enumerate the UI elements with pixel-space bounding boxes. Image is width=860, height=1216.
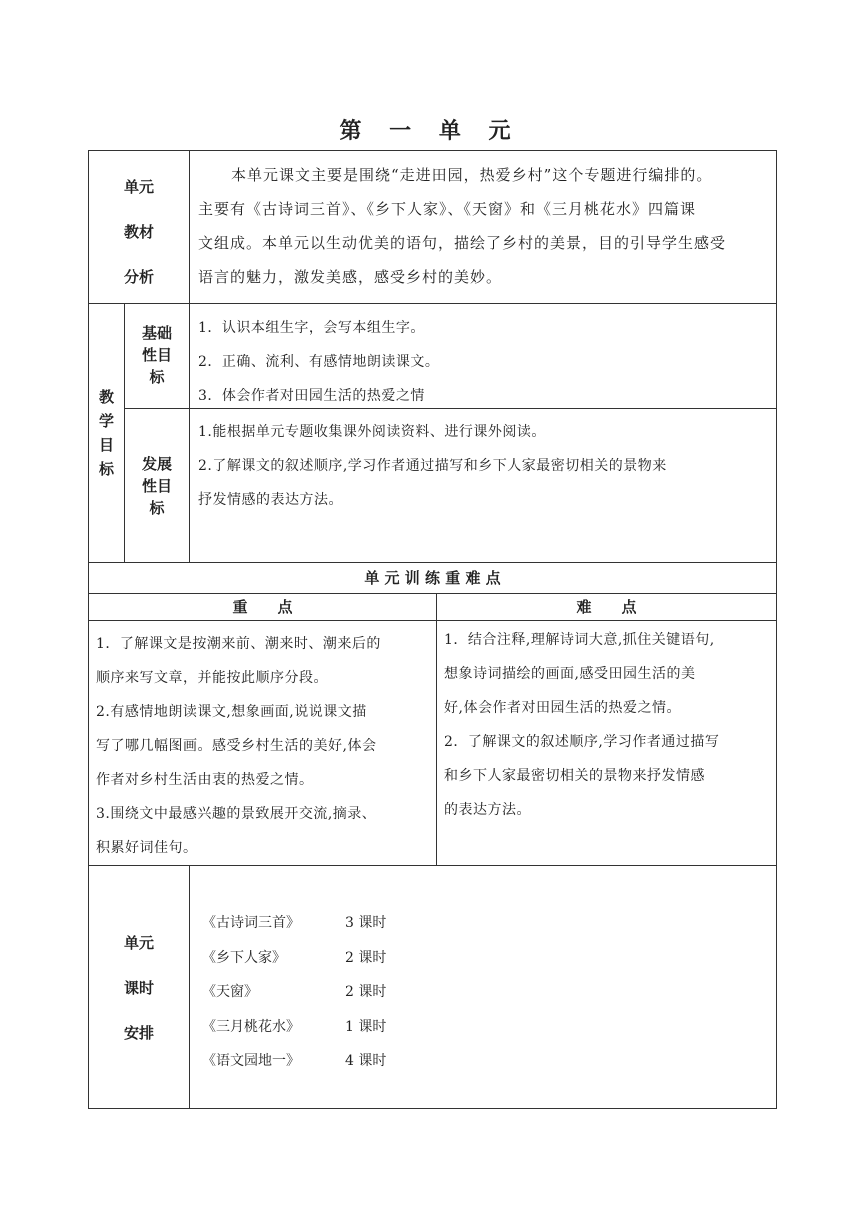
key-point-line: 写了哪几幅图画。感受乡村生活的美好,体会 bbox=[96, 738, 377, 754]
development-goals-label-line: 标 bbox=[149, 499, 165, 517]
goals-label-char: 学 bbox=[98, 412, 114, 430]
analysis-line: 主要有《古诗词三首》、《乡下人家》、《天窗》和《三月桃花水》四篇课 bbox=[198, 200, 697, 218]
lesson-row bbox=[202, 1009, 762, 1044]
lesson-name: 《语文园地一》 bbox=[202, 1053, 300, 1070]
key-points-text bbox=[96, 627, 434, 865]
page-title: 第 一 单 元 bbox=[339, 119, 521, 144]
basic-goals-label bbox=[125, 322, 189, 388]
development-goals-label bbox=[125, 453, 189, 519]
development-goals-text bbox=[198, 415, 773, 517]
difficult-point-line: 1．结合注释,理解诗词大意,抓住关键语句, bbox=[444, 632, 715, 648]
lesson-row bbox=[202, 974, 762, 1009]
development-goal-line: 2.了解课文的叙述顺序,学习作者通过描写和乡下人家最密切相关的景物来 bbox=[198, 458, 667, 474]
lesson-row bbox=[202, 940, 762, 975]
schedule-label-line: 单元 bbox=[123, 934, 154, 952]
basic-goal-item: 2．正确、流利、有感情地朗读课文。 bbox=[198, 354, 440, 370]
difficult-point-line: 和乡下人家最密切相关的景物来抒发情感 bbox=[444, 768, 705, 784]
schedule-label-line: 安排 bbox=[123, 1024, 154, 1042]
lesson-name: 《三月桃花水》 bbox=[202, 1018, 300, 1035]
analysis-label-line: 分析 bbox=[123, 268, 154, 286]
lesson-name: 《天窗》 bbox=[202, 984, 258, 1001]
key-point-line: 1．了解课文是按潮来前、潮来时、潮来后的 bbox=[96, 636, 381, 652]
lesson-hours: 2 课时 bbox=[345, 949, 387, 966]
basic-goals-label-line: 性目 bbox=[141, 346, 172, 364]
goals-label-char: 目 bbox=[98, 436, 114, 454]
lesson-row bbox=[202, 905, 762, 940]
development-goals-label-line: 性目 bbox=[141, 477, 172, 495]
analysis-label-line: 教材 bbox=[123, 223, 154, 241]
key-point-line: 2.有感情地朗读课文,想象画面,说说课文描 bbox=[96, 704, 367, 720]
goals-label-char: 教 bbox=[98, 388, 114, 406]
difficult-point-line: 好,体会作者对田园生活的热爱之情。 bbox=[444, 700, 681, 716]
schedule-label bbox=[89, 921, 189, 1056]
key-point-line: 顺序来写文章，并能按此顺序分段。 bbox=[96, 670, 328, 686]
lesson-hours: 3 课时 bbox=[345, 915, 387, 932]
difficult-point-line: 2．了解课文的叙述顺序,学习作者通过描写 bbox=[444, 734, 720, 750]
analysis-line: 本单元课文主要是围绕“走进田园，热爱乡村”这个专题进行编排的。 bbox=[231, 166, 713, 184]
lesson-hours: 2 课时 bbox=[345, 984, 387, 1001]
development-goal-line: 抒发情感的表达方法。 bbox=[198, 492, 343, 508]
training-header: 单 元 训 练 重 难 点 bbox=[364, 569, 501, 587]
difficult-points-text bbox=[444, 623, 774, 827]
basic-goals-list bbox=[198, 311, 773, 413]
schedule-list bbox=[202, 905, 762, 1078]
basic-goals-label-line: 基础 bbox=[141, 324, 172, 342]
schedule-label-line: 课时 bbox=[123, 979, 154, 997]
key-point-line: 积累好词佳句。 bbox=[96, 840, 198, 856]
development-goals-label-line: 发展 bbox=[141, 455, 172, 473]
difficult-points-header: 难 点 bbox=[576, 598, 637, 616]
analysis-line: 文组成。本单元以生动优美的语句，描绘了乡村的美景，目的引导学生感受 bbox=[198, 234, 727, 252]
lesson-name: 《乡下人家》 bbox=[202, 949, 286, 966]
goals-label-char: 标 bbox=[98, 460, 114, 478]
lesson-hours: 1 课时 bbox=[345, 1018, 387, 1035]
lesson-hours: 4 课时 bbox=[345, 1053, 387, 1070]
analysis-line: 语言的魅力，激发美感，感受乡村的美妙。 bbox=[198, 268, 503, 286]
difficult-point-line: 想象诗词描绘的画面,感受田园生活的美 bbox=[444, 666, 696, 682]
analysis-label bbox=[89, 165, 189, 300]
key-point-line: 作者对乡村生活由衷的热爱之情。 bbox=[96, 772, 314, 788]
goals-label bbox=[89, 385, 124, 481]
key-points-header: 重 点 bbox=[232, 598, 293, 616]
basic-goal-item: 1．认识本组生字，会写本组生字。 bbox=[198, 320, 425, 336]
development-goal-line: 1.能根据单元专题收集课外阅读资料、进行课外阅读。 bbox=[198, 424, 546, 440]
key-point-line: 3.围绕文中最感兴趣的景致展开交流,摘录、 bbox=[96, 806, 377, 822]
difficult-point-line: 的表达方法。 bbox=[444, 802, 531, 818]
lesson-name: 《古诗词三首》 bbox=[202, 915, 300, 932]
basic-goals-label-line: 标 bbox=[149, 368, 165, 386]
analysis-text bbox=[198, 158, 773, 294]
lesson-row bbox=[202, 1043, 762, 1078]
analysis-label-line: 单元 bbox=[123, 178, 154, 196]
basic-goal-item: 3．体会作者对田园生活的热爱之情 bbox=[198, 388, 425, 404]
